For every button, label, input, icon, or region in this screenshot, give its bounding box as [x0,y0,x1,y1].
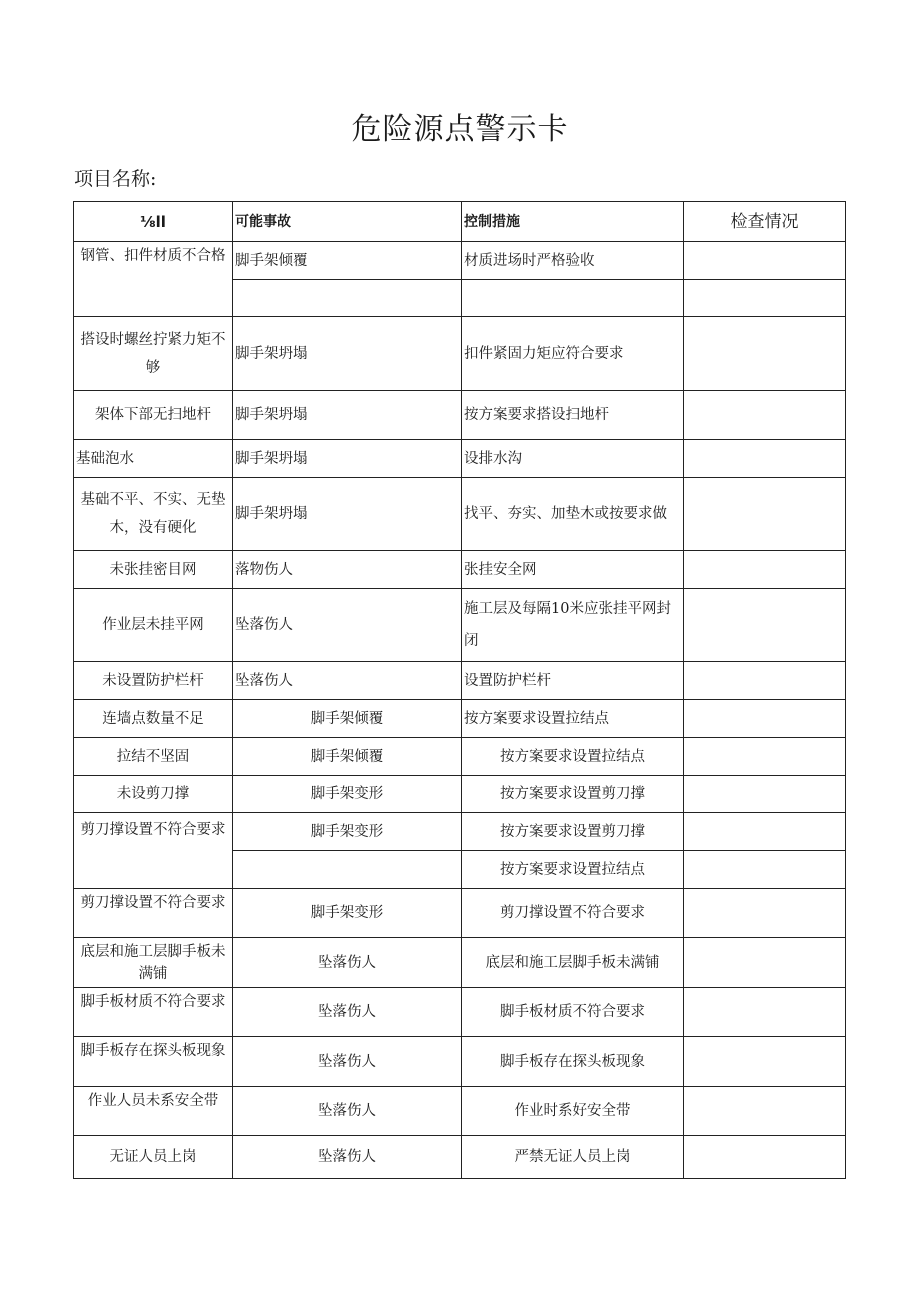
hazard-cell: 未设置防护栏杆 [74,662,233,700]
header-check: 检查情况 [684,202,846,242]
control-cell: 张挂安全网 [462,551,684,589]
control-cell: 按方案要求设置剪刀撑 [462,813,684,851]
hazard-cell: 基础泡水 [74,440,233,478]
control-cell: 扣件紧固力矩应符合要求 [462,317,684,391]
table-row [74,1037,846,1087]
control-cell: 严禁无证人员上岗 [462,1136,684,1179]
check-cell[interactable] [684,776,846,813]
table-row [74,589,846,662]
hazard-cell: 钢管、扣件材质不合格 [74,242,233,317]
hazard-cell: 拉结不坚固 [74,738,233,776]
control-cell: 脚手板材质不符合要求 [462,988,684,1037]
control-cell: 找平、夯实、加垫木或按要求做 [462,478,684,551]
table-row [74,551,846,589]
accident-cell: 脚手架变形 [233,813,462,851]
table-row [74,440,846,478]
table-row [74,738,846,776]
accident-cell: 落物伤人 [233,551,462,589]
table-row [74,1136,846,1179]
table-row [74,242,846,280]
accident-cell: 坠落伤人 [233,988,462,1037]
hazard-cell: 未张挂密目网 [74,551,233,589]
check-cell[interactable] [684,889,846,938]
check-cell[interactable] [684,440,846,478]
accident-cell: 脚手架变形 [233,776,462,813]
accident-cell: 脚手架坍塌 [233,391,462,440]
check-cell[interactable] [684,938,846,988]
project-name-label: 项目名称: [74,168,157,190]
hazard-cell: 搭设时螺丝拧紧力矩不够 [74,317,233,391]
control-cell: 作业时系好安全带 [462,1087,684,1136]
control-cell: 剪刀撑设置不符合要求 [462,889,684,938]
hazard-cell: 基础不平、不实、无垫木，没有硬化 [74,478,233,551]
accident-cell: 坠落伤人 [233,1037,462,1087]
table-row [74,988,846,1037]
hazard-cell: 底层和施工层脚手板未满铺 [74,938,233,988]
control-cell: 按方案要求设置拉结点 [462,700,684,738]
accident-cell: 脚手架坍塌 [233,478,462,551]
control-cell [462,280,684,317]
hazard-cell: 脚手板材质不符合要求 [74,988,233,1037]
page-title: 危险源点警示卡 [351,112,569,147]
check-cell[interactable] [684,1136,846,1179]
hazard-cell: 架体下部无扫地杆 [74,391,233,440]
header-control: 控制措施 [462,202,684,242]
accident-cell: 脚手架倾覆 [233,700,462,738]
table-row [74,391,846,440]
check-cell[interactable] [684,1037,846,1087]
check-cell[interactable] [684,738,846,776]
accident-cell: 脚手架倾覆 [233,242,462,280]
check-cell[interactable] [684,851,846,889]
control-cell: 设排水沟 [462,440,684,478]
accident-cell: 坠落伤人 [233,1087,462,1136]
control-cell: 按方案要求设置剪刀撑 [462,776,684,813]
control-cell: 脚手板存在探头板现象 [462,1037,684,1087]
header-hazard: ⅛ll [74,202,233,242]
table-row [74,700,846,738]
control-cell: 按方案要求设置拉结点 [462,738,684,776]
accident-cell: 脚手架坍塌 [233,440,462,478]
accident-cell: 坠落伤人 [233,589,462,662]
hazard-cell: 作业层未挂平网 [74,589,233,662]
hazard-cell: 脚手板存在探头板现象 [74,1037,233,1087]
control-cell: 底层和施工层脚手板未满铺 [462,938,684,988]
table-row [74,813,846,851]
hazard-cell: 作业人员未系安全带 [74,1087,233,1136]
accident-cell: 脚手架变形 [233,889,462,938]
check-cell[interactable] [684,391,846,440]
table-row [74,317,846,391]
hazard-table [73,201,846,1179]
check-cell[interactable] [684,478,846,551]
table-header-row [74,202,846,242]
check-cell[interactable] [684,700,846,738]
hazard-cell: 剪刀撑设置不符合要求 [74,813,233,889]
accident-cell: 坠落伤人 [233,1136,462,1179]
hazard-cell: 无证人员上岗 [74,1136,233,1179]
hazard-cell: 未设剪刀撑 [74,776,233,813]
check-cell[interactable] [684,551,846,589]
accident-cell [233,851,462,889]
accident-cell: 坠落伤人 [233,662,462,700]
table-row [74,662,846,700]
control-cell: 按方案要求设置拉结点 [462,851,684,889]
header-accident: 可能事故 [233,202,462,242]
check-cell[interactable] [684,589,846,662]
accident-cell [233,280,462,317]
check-cell[interactable] [684,1087,846,1136]
control-cell: 材质进场时严格验收 [462,242,684,280]
accident-cell: 脚手架坍塌 [233,317,462,391]
control-cell: 按方案要求搭设扫地杆 [462,391,684,440]
check-cell[interactable] [684,242,846,280]
check-cell[interactable] [684,280,846,317]
control-cell: 施工层及每隔10米应张挂平网封闭 [462,589,684,662]
hazard-cell: 连墙点数量不足 [74,700,233,738]
hazard-cell: 剪刀撑设置不符合要求 [74,889,233,938]
check-cell[interactable] [684,988,846,1037]
accident-cell: 脚手架倾覆 [233,738,462,776]
table-row [74,478,846,551]
table-row [74,1087,846,1136]
control-cell: 设置防护栏杆 [462,662,684,700]
table-row [74,889,846,938]
accident-cell: 坠落伤人 [233,938,462,988]
check-cell[interactable] [684,317,846,391]
table-row [74,938,846,988]
table-row [74,776,846,813]
check-cell[interactable] [684,813,846,851]
check-cell[interactable] [684,662,846,700]
